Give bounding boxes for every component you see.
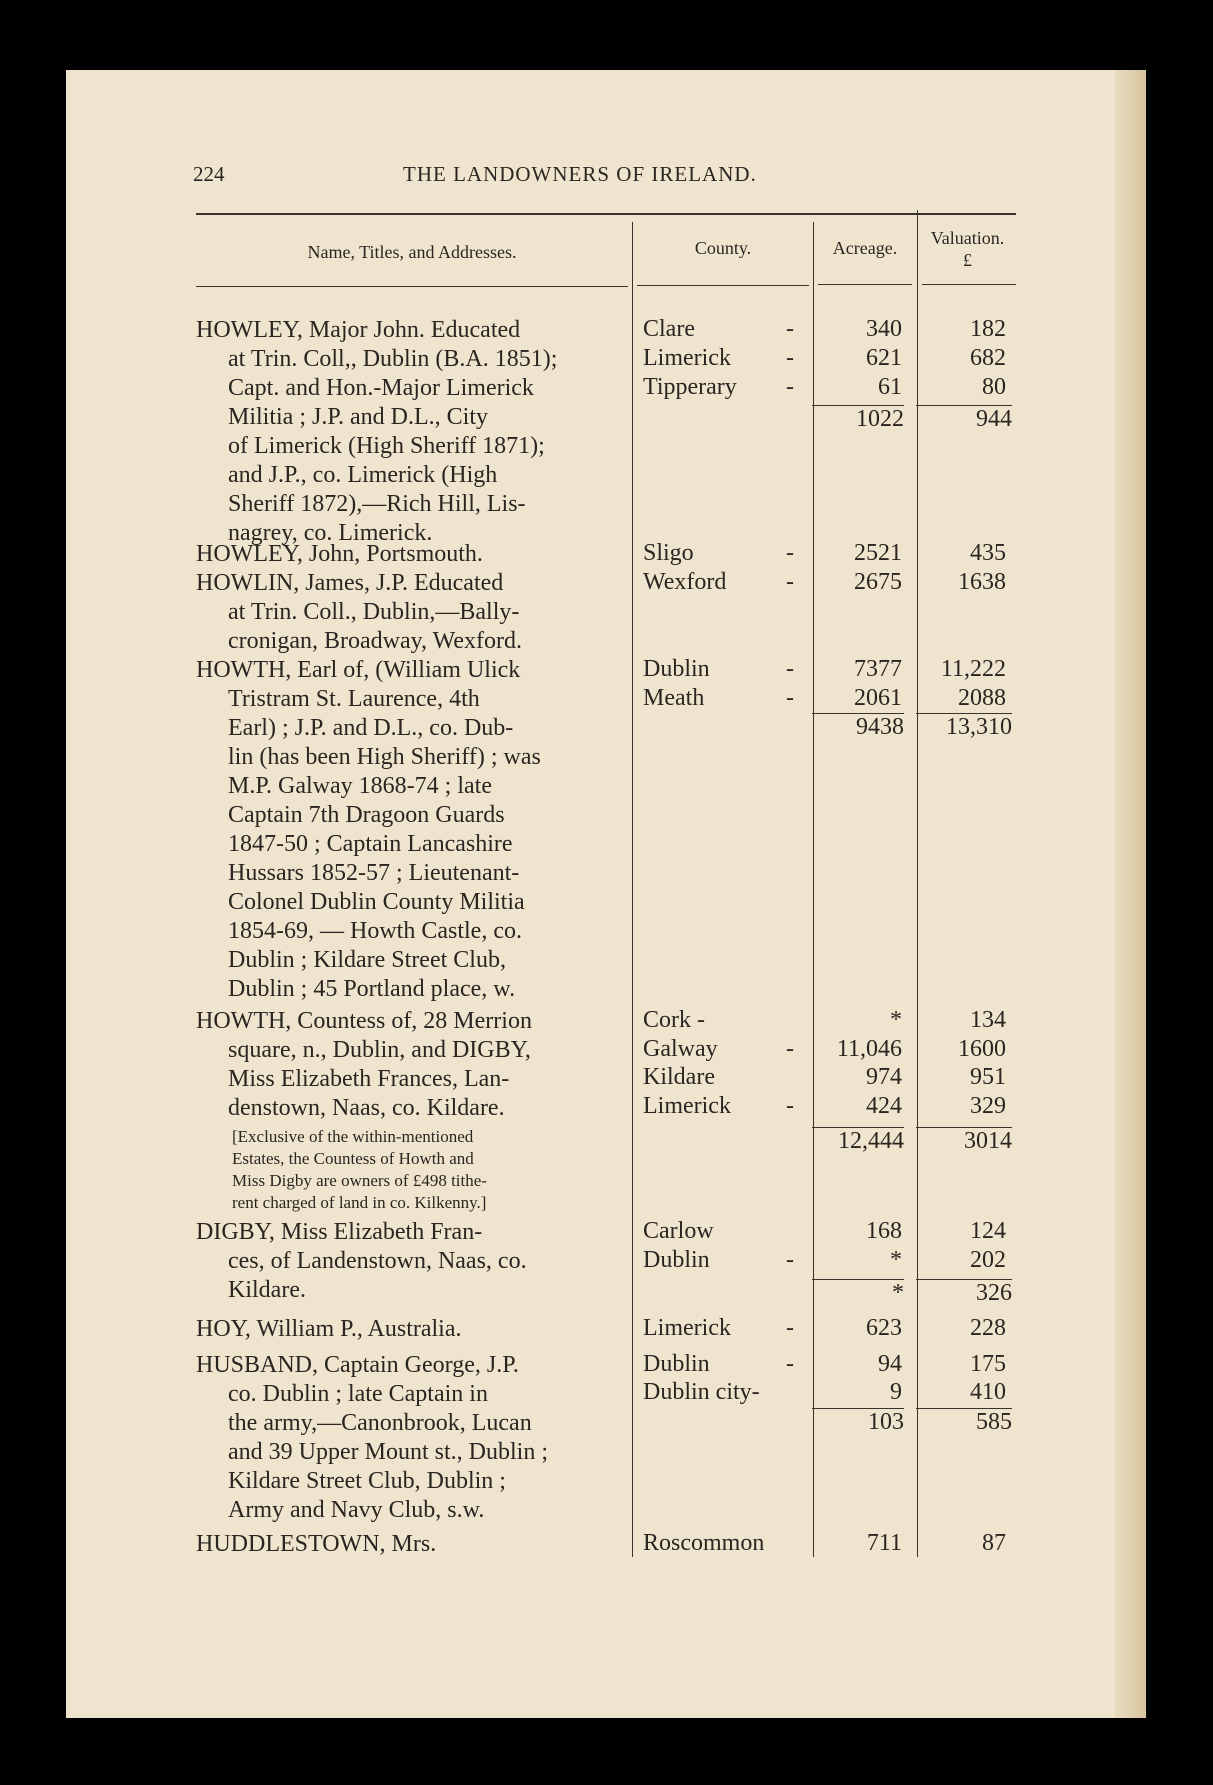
entry-text-line: lin (has been High Sheriff) ; was <box>228 744 541 770</box>
holding-dash: - <box>786 316 794 342</box>
holding-acreage: 94 <box>878 1351 902 1377</box>
holding-valuation: 951 <box>970 1064 1006 1090</box>
holding-valuation: 202 <box>970 1247 1006 1273</box>
holding-dash: - <box>786 1247 794 1273</box>
holding-county: Kildare <box>643 1064 715 1090</box>
holding-county: Limerick <box>643 345 731 371</box>
holding-dash: - <box>786 1036 794 1062</box>
holding-acreage: 623 <box>866 1315 902 1341</box>
holding-dash: - <box>786 1093 794 1119</box>
entry-text-line: and J.P., co. Limerick (High <box>228 462 498 488</box>
holding-valuation: 11,222 <box>940 656 1006 682</box>
holding-valuation: 2088 <box>958 685 1006 711</box>
holding-acreage: 61 <box>878 374 902 400</box>
header-bottom-rule-name <box>196 286 628 287</box>
entry-text-line: of Limerick (High Sheriff 1871); <box>228 433 545 459</box>
entry-text-line: Kildare. <box>228 1277 306 1303</box>
holding-dash: - <box>786 1351 794 1377</box>
entry-text-line: 1854-69, — Howth Castle, co. <box>228 918 522 944</box>
column-header-acreage: Acreage. <box>832 238 898 258</box>
holding-valuation: 182 <box>970 316 1006 342</box>
column-header-county: County. <box>694 238 752 258</box>
entry-text-line: at Trin. Coll,, Dublin (B.A. 1851); <box>228 346 558 372</box>
holding-acreage: 2675 <box>854 569 902 595</box>
total-valuation: 326 <box>916 1279 1012 1307</box>
entry-text-line: Dublin ; Kildare Street Club, <box>228 947 506 973</box>
entry-note-line: Miss Digby are owners of £498 tithe- <box>232 1171 487 1190</box>
entry-text-line: Sheriff 1872),—Rich Hill, Lis- <box>228 491 526 517</box>
header-bottom-rule-acreage <box>818 284 912 285</box>
holding-dash: - <box>786 569 794 595</box>
holding-dash: - <box>786 345 794 371</box>
entry-name-line: HOWTH, Earl of, (William Ulick <box>196 657 521 683</box>
holding-acreage: 340 <box>866 316 902 342</box>
total-acreage: 12,444 <box>812 1127 904 1155</box>
entry-text-line: Kildare Street Club, Dublin ; <box>228 1468 506 1494</box>
entry-text-line: square, n., Dublin, and DIGBY, <box>228 1037 531 1063</box>
holding-dash: - <box>786 1315 794 1341</box>
holding-county: Galway <box>643 1036 718 1062</box>
holding-valuation: 134 <box>970 1007 1006 1033</box>
holding-valuation: 124 <box>970 1218 1006 1244</box>
entry-name-line: HOWLIN, James, J.P. Educated <box>196 570 504 596</box>
holding-county: Dublin <box>643 1351 710 1377</box>
entry-text-line: 1847-50 ; Captain Lancashire <box>228 831 513 857</box>
total-valuation: 944 <box>916 405 1012 433</box>
holding-county: Limerick <box>643 1315 731 1341</box>
holding-county: Meath <box>643 685 705 711</box>
holding-acreage: 168 <box>866 1218 902 1244</box>
entry-name-line: HUDDLESTOWN, Mrs. <box>196 1531 437 1557</box>
holding-county: Cork - <box>643 1007 705 1033</box>
holding-county: Dublin <box>643 656 710 682</box>
total-acreage: 1022 <box>812 405 904 433</box>
header-bottom-rule-valuation <box>922 284 1016 285</box>
total-valuation: 585 <box>916 1408 1012 1436</box>
entry-text-line: denstown, Naas, co. Kildare. <box>228 1095 505 1121</box>
page-edge <box>1115 70 1146 1718</box>
holding-valuation: 80 <box>982 374 1006 400</box>
entry-text-line: Militia ; J.P. and D.L., City <box>228 404 489 430</box>
entry-name-line: HOY, William P., Australia. <box>196 1316 462 1342</box>
holding-dash: - <box>786 685 794 711</box>
entry-text-line: at Trin. Coll., Dublin,—Bally- <box>228 599 520 625</box>
header-bottom-rule-county <box>637 285 809 286</box>
entry-note-line: Estates, the Countess of Howth and <box>232 1149 474 1168</box>
entry-text-line: Tristram St. Laurence, 4th <box>228 686 480 712</box>
holding-acreage: * <box>890 1007 902 1033</box>
holding-acreage: 7377 <box>854 656 902 682</box>
entry-note-line: rent charged of land in co. Kilkenny.] <box>232 1193 487 1212</box>
entry-name-line: HOWLEY, Major John. Educated <box>196 317 521 343</box>
entry-text-line: cronigan, Broadway, Wexford. <box>228 628 522 654</box>
entry-text-line: Captain 7th Dragoon Guards <box>228 802 505 828</box>
holding-valuation: 1638 <box>958 569 1006 595</box>
holding-valuation: 410 <box>970 1379 1006 1405</box>
holding-dash: - <box>786 656 794 682</box>
holding-acreage: 2521 <box>854 540 902 566</box>
holding-county: Clare <box>643 316 695 342</box>
holding-valuation: 682 <box>970 345 1006 371</box>
entry-text-line: Miss Elizabeth Frances, Lan- <box>228 1066 510 1092</box>
holding-county: Roscommon <box>643 1530 765 1556</box>
holding-acreage: 9 <box>890 1379 902 1405</box>
holding-valuation: 228 <box>970 1315 1006 1341</box>
holding-valuation: 329 <box>970 1093 1006 1119</box>
holding-county: Dublin <box>643 1247 710 1273</box>
holding-acreage: 711 <box>866 1530 902 1556</box>
entry-name-line: HUSBAND, Captain George, J.P. <box>196 1352 519 1378</box>
entry-text-line: Capt. and Hon.-Major Limerick <box>228 375 534 401</box>
running-title: THE LANDOWNERS OF IRELAND. <box>403 162 757 186</box>
holding-county: Sligo <box>643 540 694 566</box>
holding-acreage: 974 <box>866 1064 902 1090</box>
holding-valuation: 175 <box>970 1351 1006 1377</box>
entry-text-line: ces, of Landenstown, Naas, co. <box>228 1248 527 1274</box>
entry-text-line: Army and Navy Club, s.w. <box>228 1497 485 1523</box>
entry-name-line: HOWTH, Countess of, 28 Merrion <box>196 1008 532 1034</box>
holding-valuation: 435 <box>970 540 1006 566</box>
total-valuation: 3014 <box>916 1127 1012 1155</box>
entry-text-line: Dublin ; 45 Portland place, w. <box>228 976 516 1002</box>
holding-county: Limerick <box>643 1093 731 1119</box>
entry-text-line: Colonel Dublin County Militia <box>228 889 525 915</box>
entry-text-line: co. Dublin ; late Captain in <box>228 1381 488 1407</box>
column-header-name: Name, Titles, and Addresses. <box>307 242 517 262</box>
entry-text-line: nagrey, co. Limerick. <box>228 520 433 546</box>
holding-acreage: 424 <box>866 1093 902 1119</box>
entry-text-line: Earl) ; J.P. and D.L., co. Dub- <box>228 715 514 741</box>
page-number: 224 <box>193 162 225 186</box>
holding-county: Carlow <box>643 1218 714 1244</box>
column-rule-1 <box>632 222 633 1557</box>
holding-acreage: 621 <box>866 345 902 371</box>
holding-dash: - <box>786 540 794 566</box>
holding-valuation: 1600 <box>958 1036 1006 1062</box>
entry-name-line: DIGBY, Miss Elizabeth Fran- <box>196 1219 483 1245</box>
entry-note-line: [Exclusive of the within-mentioned <box>232 1127 474 1146</box>
total-acreage: * <box>812 1279 904 1307</box>
holding-county: Dublin city- <box>643 1379 760 1405</box>
column-header-valuation: Valuation. <box>930 228 1005 248</box>
total-acreage: 9438 <box>812 713 904 741</box>
header-top-rule <box>196 213 1016 215</box>
holding-county: Wexford <box>643 569 727 595</box>
holding-valuation: 87 <box>982 1530 1006 1556</box>
holding-acreage: * <box>890 1247 902 1273</box>
entry-name-line: HOWLEY, John, Portsmouth. <box>196 541 483 567</box>
entry-text-line: Hussars 1852-57 ; Lieutenant- <box>228 860 520 886</box>
total-valuation: 13,310 <box>916 713 1012 741</box>
total-acreage: 103 <box>812 1408 904 1436</box>
holding-dash: - <box>786 374 794 400</box>
entry-text-line: and 39 Upper Mount st., Dublin ; <box>228 1439 548 1465</box>
entry-text-line: M.P. Galway 1868-74 ; late <box>228 773 492 799</box>
column-header-valuation-unit: £ <box>963 250 972 270</box>
entry-text-line: the army,—Canonbrook, Lucan <box>228 1410 532 1436</box>
holding-acreage: 11,046 <box>836 1036 902 1062</box>
holding-acreage: 2061 <box>854 685 902 711</box>
holding-county: Tipperary <box>643 374 737 400</box>
